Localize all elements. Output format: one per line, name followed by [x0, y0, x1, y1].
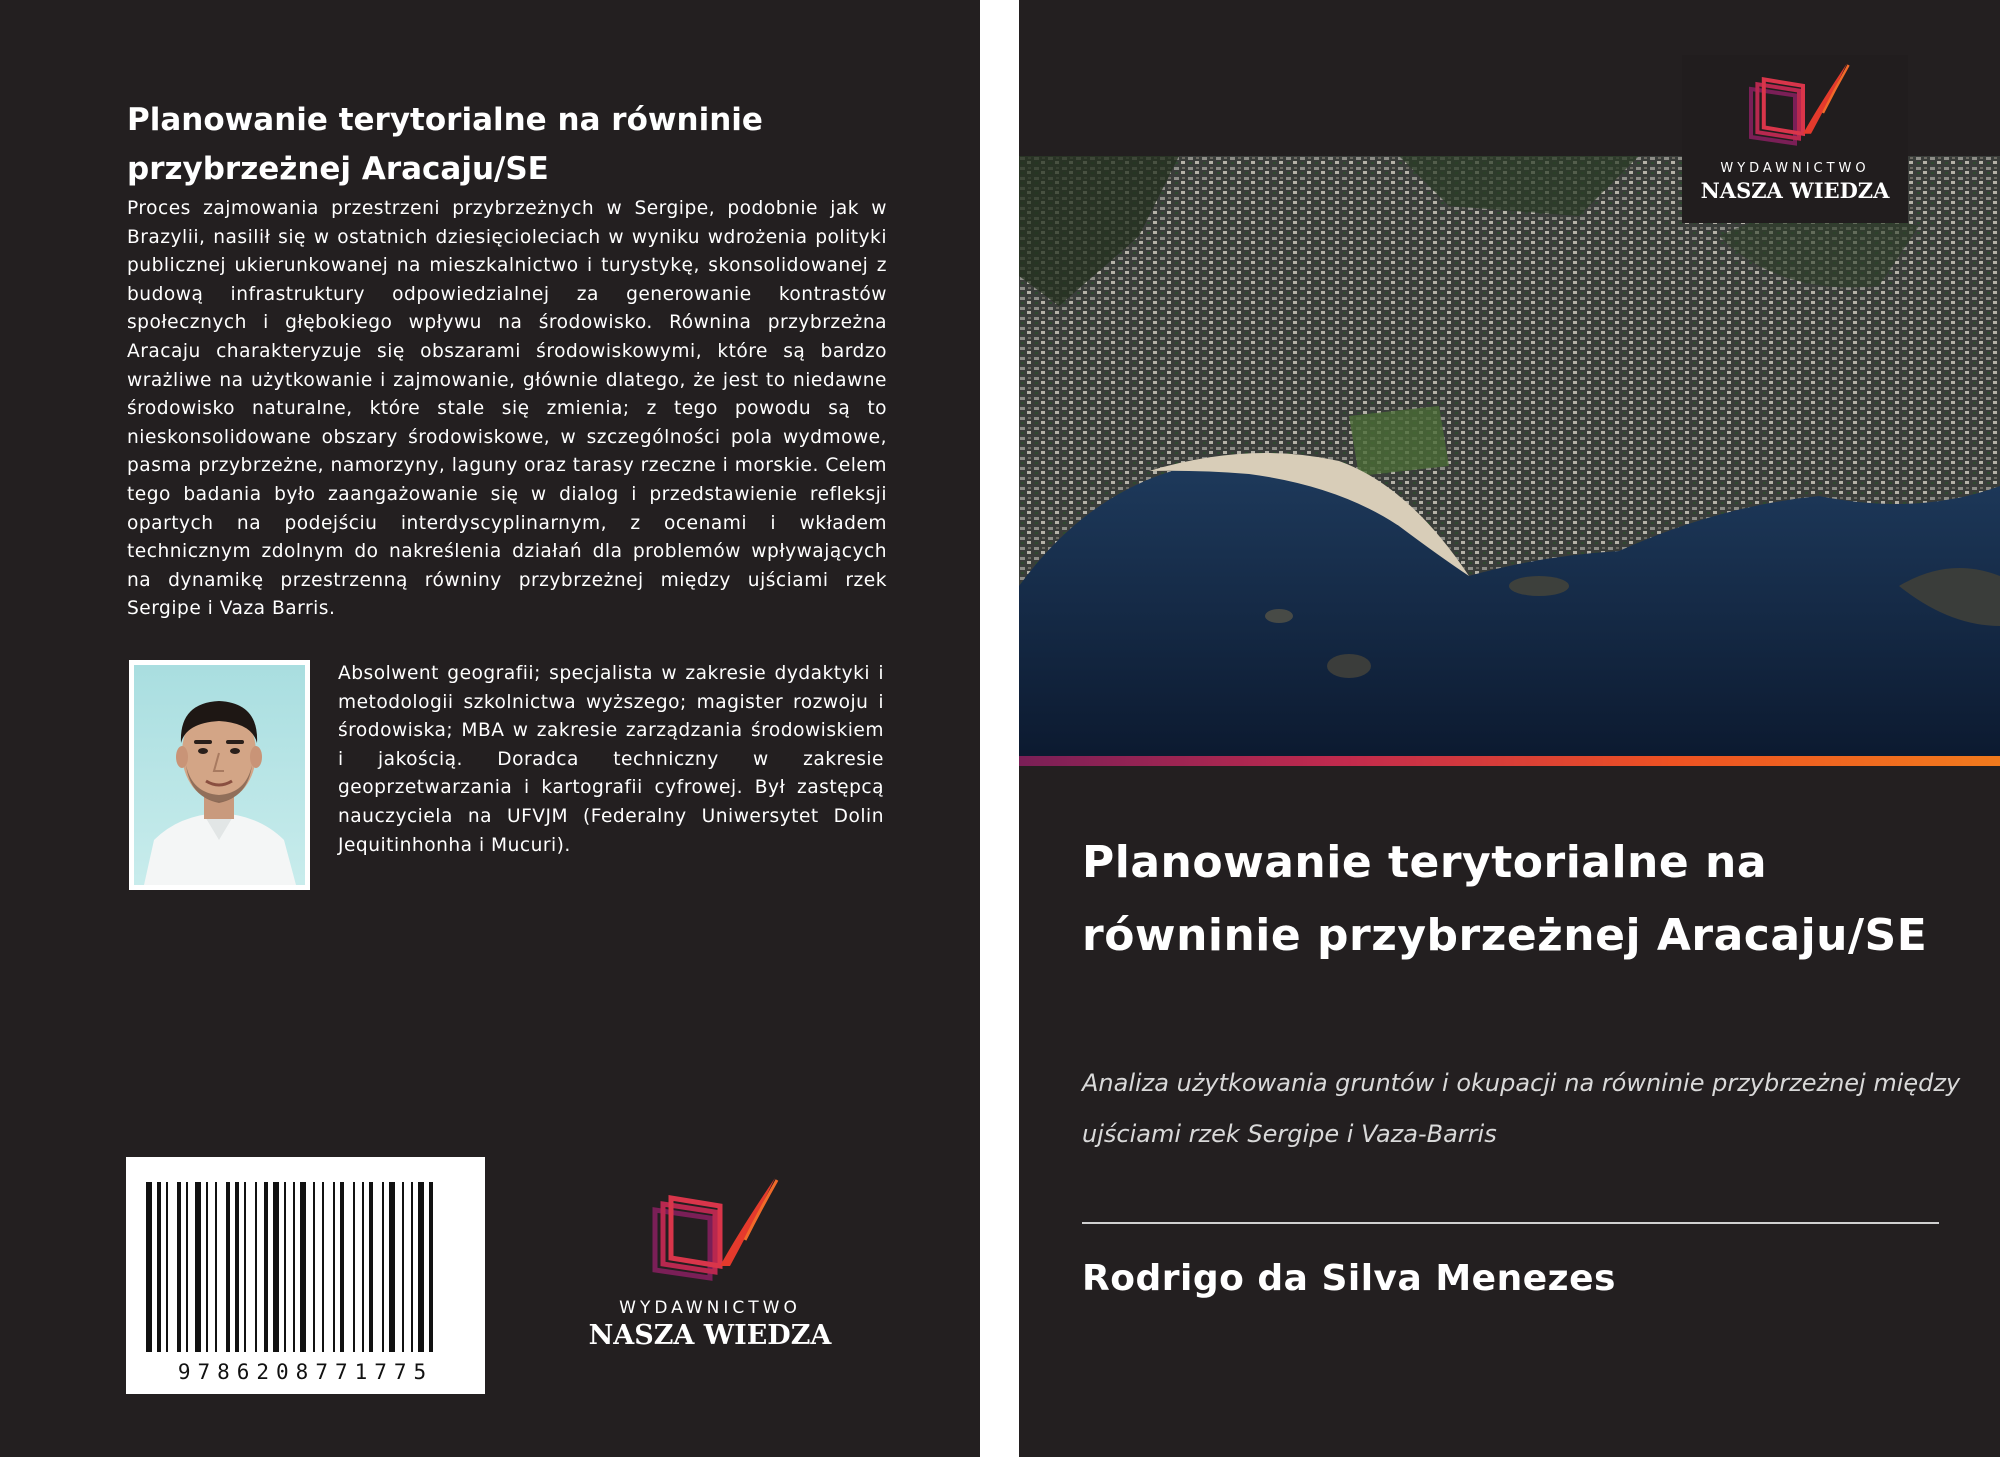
front-cover-title: Planowanie terytorialne na równinie przybrzeżnej Aracaju/SE: [1082, 837, 1928, 961]
publisher-label-top: WYDAWNICTWO: [1720, 161, 1870, 176]
book-quill-icon: [635, 1170, 785, 1290]
book-quill-icon: [1735, 55, 1855, 155]
publisher-label-bottom: NASZA WIEDZA: [1700, 178, 1890, 203]
front-cover-subtitle: Analiza użytkowania gruntów i okupacji na równinie przybrzeżnej między ujściami rzek Sergipe i Vaza-Barris: [1082, 1069, 1961, 1148]
back-cover-title: Planowanie terytorialne na równinie przybrzeżnej Aracaju/SE: [127, 102, 763, 187]
publisher-label-bottom: NASZA WIEDZA: [588, 1320, 832, 1351]
isbn-barcode: [126, 1157, 485, 1394]
front-cover-author: Rodrigo da Silva Menezes: [1082, 1258, 1616, 1299]
accent-gradient-bar: [1019, 756, 2000, 766]
divider: [1082, 1222, 1939, 1224]
cover-photo-coastline: [1019, 156, 2000, 756]
aerial-coast-image: [1019, 156, 2000, 756]
spine: [980, 0, 1019, 1457]
author-photo: [129, 660, 310, 890]
book-description: Proces zajmowania przestrzeni przybrzeżnych w Sergipe, podobnie jak w Brazylii, nasilił się w ostatnich dziesięcioleciach w wyniku wdrożenia polityki publicznej ukierunkowanej na mieszkalnictwo i turystykę, skonsolidowanej z budową infrastruktury odpowiedzialnej za generowanie kontrastów społecznych i głębokiego wpływu na środowisko. Równina przybrzeżna Aracaju charakteryzuje się obszarami środowiskowymi, które są bardzo wrażliwe na użytkowanie i zajmowanie, głównie dlatego, że jest to niedawne środowisko naturalne, które stale się zmienia; z tego powodu są to nieskonsolidowane obszary środowiskowe, w szczególności pola wydmowe, pasma przybrzeżne, namorzyny, laguny oraz tarasy rzeczne i morskie. Celem tego badania było zaangażowanie się w dialog i przedstawienie refleksji opartych na podejściu interdyscyplinarnym, z ocenami i wkładem technicznym zdolnym do nakreślenia działań dla problemów wpływających na dynamikę przestrzenną równiny przybrzeżnej między ujściami rzek Sergipe i Vaza Barris.: [127, 198, 887, 620]
isbn-digits: 9786208771775: [177, 1360, 434, 1384]
barcode-icon: [126, 1157, 485, 1394]
publisher-label-top: WYDAWNICTWO: [619, 1298, 801, 1318]
author-bio: Absolwent geografii; specjalista w zakresie dydaktyki i metodologii szkolnictwa wyższego; magister rozwoju i środowiska; MBA w zakresie zarządzania środowiskiem i jakością. Doradca techniczny w zakresie geoprzetwarzania i kartografii cyfrowej. Był zastępcą nauczyciela na UFVJM (Federalny Uniwersytet Dolin Jequitinhonha i Mucuri).: [338, 663, 884, 856]
publisher-logo-front: [1682, 55, 1908, 223]
author-portrait: [134, 665, 305, 885]
publisher-logo-back: [585, 1170, 835, 1360]
back-cover: [0, 0, 980, 1457]
